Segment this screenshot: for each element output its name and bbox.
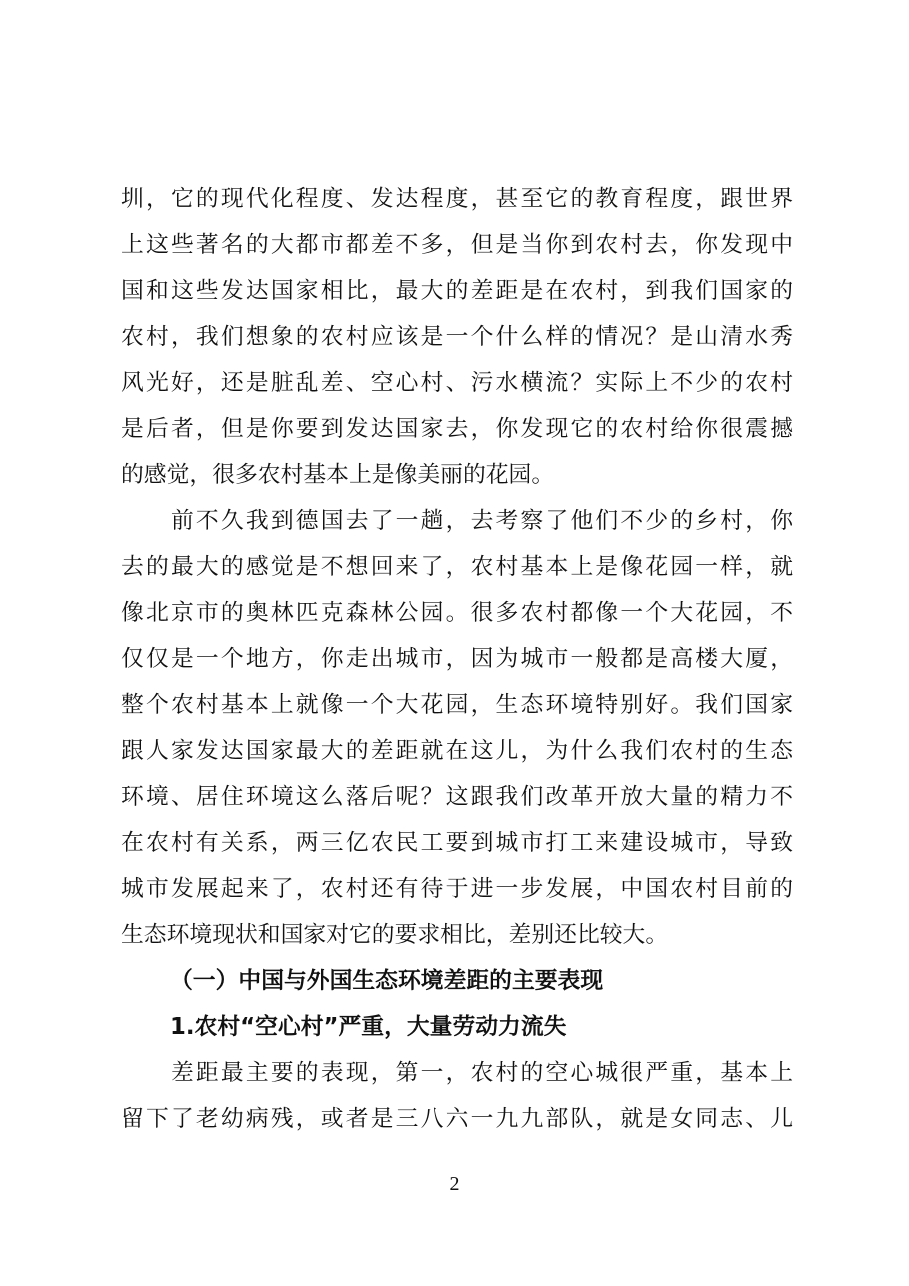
- paragraph-1-line-5: 风光好，还是脏乱差、空心村、污水横流？实际上不少的农村: [121, 370, 793, 396]
- paragraph-2-line-10: 生态环境现状和国家对它的要求相比，差别还比较大。: [121, 922, 669, 948]
- paragraph-1-line-4: 农村，我们想象的农村应该是一个什么样的情况？是山清水秀: [121, 324, 793, 350]
- paragraph-1-line-7: 的感觉，很多农村基本上是像美丽的花园。: [121, 462, 555, 488]
- subsection-heading: 1.农村“空心村”严重，大量劳动力流失: [170, 1014, 567, 1040]
- paragraph-2-line-6: 跟人家发达国家最大的差距就在这儿，为什么我们农村的生态: [121, 738, 793, 764]
- paragraph-2-line-5: 整个农村基本上就像一个大花园，生态环境特别好。我们国家: [121, 692, 793, 718]
- paragraph-2-line-7: 环境、居住环境这么落后呢？这跟我们改革开放大量的精力不: [121, 784, 793, 810]
- paragraph-1-line-2: 上这些著名的大都市都差不多，但是当你到农村去，你发现中: [121, 232, 793, 258]
- paragraph-3-line-1: 差距最主要的表现，第一，农村的空心城很严重，基本上: [121, 1060, 793, 1086]
- section-heading: （一）中国与外国生态环境差距的主要表现: [170, 968, 604, 994]
- paragraph-2-line-8: 在农村有关系，两三亿农民工要到城市打工来建设城市，导致: [121, 830, 793, 856]
- paragraph-2-line-1: 前不久我到德国去了一趟，去考察了他们不少的乡村，你: [121, 508, 793, 534]
- paragraph-2-line-2: 去的最大的感觉是不想回来了，农村基本上是像花园一样，就: [121, 554, 793, 580]
- paragraph-2-line-9: 城市发展起来了，农村还有待于进一步发展，中国农村目前的: [121, 876, 793, 902]
- paragraph-2-line-3: 像北京市的奥林匹克森林公园。很多农村都像一个大花园，不: [121, 600, 793, 626]
- paragraph-1-line-1: 圳，它的现代化程度、发达程度，甚至它的教育程度，跟世界: [121, 186, 793, 212]
- paragraph-3-line-2: 留下了老幼病残，或者是三八六一九九部队，就是女同志、儿: [121, 1106, 793, 1132]
- paragraph-1-line-6: 是后者，但是你要到发达国家去，你发现它的农村给你很震撼: [121, 416, 793, 442]
- paragraph-1-line-3: 国和这些发达国家相比，最大的差距是在农村，到我们国家的: [121, 278, 793, 304]
- paragraph-2-line-4: 仅仅是一个地方，你走出城市，因为城市一般都是高楼大厦，: [121, 646, 793, 672]
- page-number: 2: [449, 1173, 460, 1195]
